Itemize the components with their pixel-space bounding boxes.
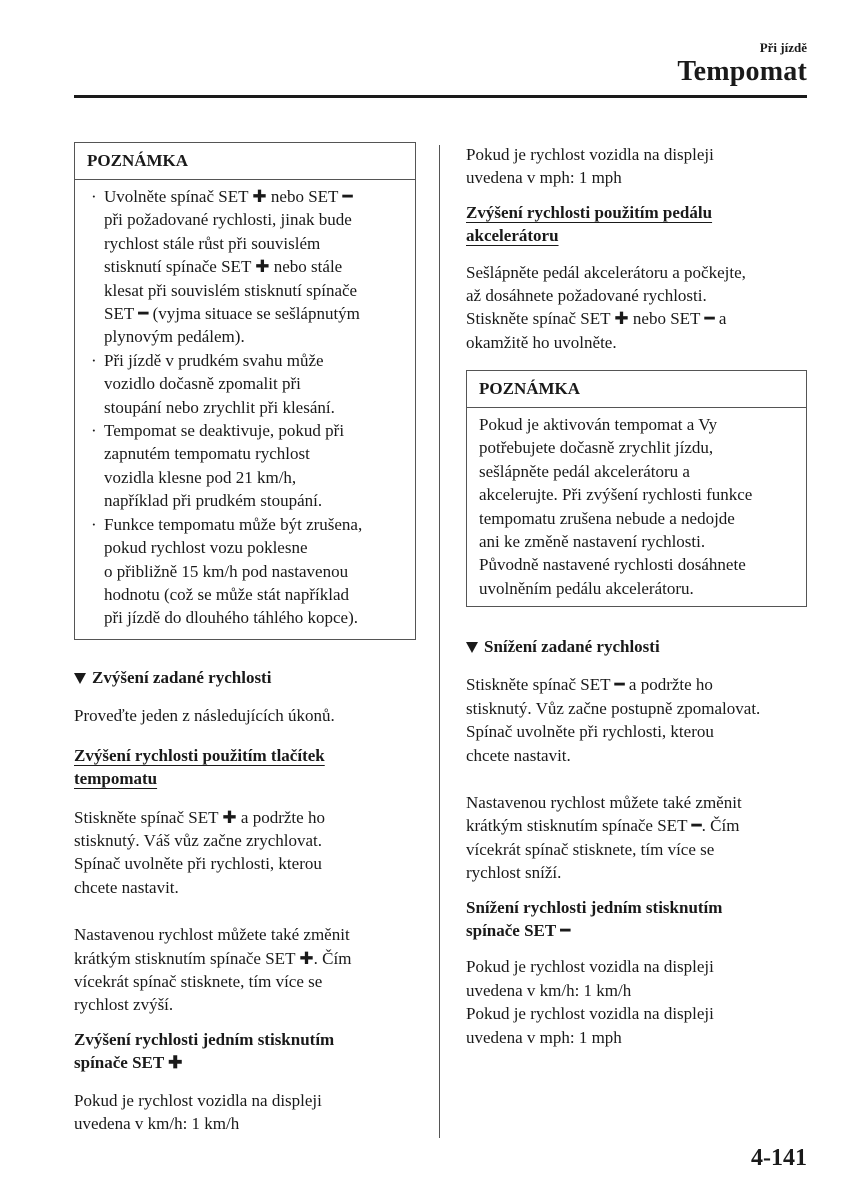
intro-text: Proveďte jeden z následujících úkonů. [74, 706, 335, 726]
page-title: Tempomat [677, 56, 807, 87]
note-line: ani ke změně nastavení rychlosti. [479, 532, 706, 552]
note-line: hodnotu (což se může stát například [104, 584, 350, 604]
text-line: Nastavenou rychlost můžete také změnit [74, 925, 350, 945]
text-line: stisknutý. Váš vůz začne zrychlovat. [74, 831, 323, 851]
paragraph [466, 673, 811, 767]
note-box-1 [74, 142, 416, 640]
note-line: Pokud je aktivován tempomat a Vy [479, 415, 718, 434]
note-bullet: · Uvolněte spínač SET ✚ nebo SET ━ při požadované rychlosti, jinak bude rychlost stále růst při souvislém stisknutí spínače SET ✚ nebo stále klesat při souvislém stisknutí spínače SET ━ (vyjma situace se sešlápnutým plynovým pedálem). [87, 185, 403, 349]
paragraph [74, 923, 419, 1017]
subheading-line: spínače SET ✚ [74, 1053, 183, 1073]
text-line: rychlost sníží. [466, 863, 562, 883]
note-line: vozidlo dočasně zpomalit při [104, 374, 301, 394]
subheading-line: Zvýšení rychlosti použitím pedálu [466, 202, 713, 222]
subheading-line: Zvýšení rychlosti jedním stisknutím [74, 1029, 335, 1049]
text-line: uvedena v mph: 1 mph [466, 168, 622, 188]
text-line: Sešlápněte pedál akcelerátoru a počkejte, [466, 262, 746, 282]
right-column-top [466, 143, 811, 354]
text-line: chcete nastavit. [466, 745, 571, 765]
subheading-line: Snížení rychlosti jedním stisknutím [466, 897, 723, 917]
paragraph [74, 1089, 419, 1136]
subheading [74, 744, 325, 767]
note-body [467, 408, 806, 606]
subheading [466, 224, 559, 247]
note-line: pokud rychlost vozu poklesne [104, 538, 308, 558]
note-line: SET ━ (vyjma situace se sešlápnutým [104, 304, 360, 324]
note-line: tempomatu zrušena nebude a nedojde [479, 508, 735, 528]
text-line: stisknutý. Vůz začne postupně zpomalovat. [466, 698, 761, 718]
paragraph [466, 955, 811, 1049]
text-line: uvedena v km/h: 1 km/h [466, 980, 632, 1000]
note-line: sešlápněte pedál akcelerátoru a [479, 461, 690, 481]
note-line: Uvolněte spínač SET ✚ nebo SET ━ [104, 187, 353, 206]
section-heading [466, 635, 811, 658]
note-bullet: · Při jízdě v prudkém svahu může vozidlo dočasně zpomalit při stoupání nebo zrychlit při klesání. [87, 349, 403, 419]
note-line: plynovým pedálem). [104, 327, 245, 347]
paragraph [74, 806, 419, 900]
note-title: POZNÁMKA [75, 143, 415, 180]
subheading-line: akcelerátoru [466, 226, 559, 246]
note-line: při jízdě do dlouhého táhlého kopce). [104, 608, 358, 628]
subheading [74, 767, 157, 790]
text-line: Pokud je rychlost vozidla na displeji [466, 145, 714, 164]
subheading-line: tempomatu [74, 769, 158, 789]
subheading [466, 201, 712, 224]
note-line: stisknutí spínače SET ✚ nebo stále [104, 257, 343, 277]
note-line: Při jízdě v prudkém svahu může [104, 350, 324, 370]
text-line: krátkým stisknutím spínače SET ━. Čím [466, 816, 740, 836]
section-title: Při jízdě [759, 40, 807, 55]
text-line: Pokud je rychlost vozidla na displeji [466, 1004, 714, 1024]
triangle-marker-icon [466, 642, 478, 653]
section-heading-label: Snížení zadané rychlosti [484, 637, 660, 656]
text-line: Stiskněte spínač SET ✚ nebo SET ━ a [466, 309, 727, 329]
paragraph [466, 261, 811, 355]
text-line: krátkým stisknutím spínače SET ✚. Čím [74, 948, 352, 968]
note-line: zapnutém tempomatu rychlost [104, 444, 310, 464]
text-line: uvedena v km/h: 1 km/h [74, 1114, 240, 1134]
subheading-line: spínače SET ━ [466, 921, 571, 941]
note-line: klesat při souvislém stisknutí spínače [104, 280, 358, 300]
text-line: chcete nastavit. [74, 877, 179, 897]
text-line: Nastavenou rychlost můžete také změnit [466, 793, 742, 813]
section-heading-label: Zvýšení zadané rychlosti [92, 668, 272, 687]
page-number: 4-141 [751, 1145, 807, 1171]
text-line: uvedena v mph: 1 mph [466, 1027, 622, 1047]
header-rule [74, 95, 807, 98]
text-line: vícekrát spínač stisknete, tím více se [466, 839, 715, 859]
text-line: Spínač uvolněte při rychlosti, kterou [466, 722, 714, 742]
section-heading [74, 666, 419, 689]
note-line: akcelerujte. Při zvýšení rychlosti funkce [479, 485, 753, 505]
text-line: až dosáhnete požadované rychlosti. [466, 286, 707, 306]
text-line: Stiskněte spínač SET ✚ a podržte ho [74, 807, 325, 827]
text-line: Pokud je rychlost vozidla na displeji [74, 1090, 322, 1110]
note-line: Funkce tempomatu může být zrušena, [104, 514, 363, 534]
subheading [74, 1028, 419, 1075]
subheading [466, 896, 811, 943]
note-line: stoupání nebo zrychlit při klesání. [104, 397, 335, 417]
note-line: rychlost stále růst při souvislém [104, 233, 321, 253]
note-line: například při prudkém stoupání. [104, 491, 323, 511]
paragraph [466, 791, 811, 885]
note-bullet: · Funkce tempomatu může být zrušena, pokud rychlost vozu poklesne o přibližně 15 km/h pod nastavenou hodnotu (což se může stát například při jízdě do dlouhého táhlého kopce). [87, 513, 403, 630]
note-line: potřebujete dočasně zrychlit jízdu, [479, 438, 714, 458]
text-line: Pokud je rychlost vozidla na displeji [466, 957, 714, 977]
text-line: vícekrát spínač stisknete, tím více se [74, 972, 323, 992]
triangle-marker-icon [74, 673, 86, 684]
text-line: rychlost zvýší. [74, 995, 174, 1015]
paragraph [466, 143, 811, 190]
note-line: při požadované rychlosti, jinak bude [104, 210, 352, 230]
note-bullet: · Tempomat se deaktivuje, pokud při zapnutém tempomatu rychlost vozidla klesne pod 21 km/h, například při prudkém stoupání. [87, 419, 403, 513]
text-line: Stiskněte spínač SET ━ a podržte ho [466, 675, 713, 695]
note-box-2 [466, 370, 807, 607]
left-column-content [74, 666, 419, 1136]
text-line: Spínač uvolněte při rychlosti, kterou [74, 854, 322, 874]
text-line: okamžitě ho uvolněte. [466, 332, 617, 352]
note-line: Tempomat se deaktivuje, pokud při [104, 421, 345, 441]
right-column-bottom [466, 635, 811, 1049]
note-line: Původně nastavené rychlosti dosáhnete [479, 555, 746, 575]
note-line: vozidla klesne pod 21 km/h, [104, 467, 297, 487]
column-divider [439, 145, 440, 1138]
note-line: o přibližně 15 km/h pod nastavenou [104, 561, 349, 581]
note-line: uvolněním pedálu akcelerátoru. [479, 578, 694, 598]
note-body [75, 180, 415, 636]
note-title: POZNÁMKA [467, 371, 806, 408]
subheading-line: Zvýšení rychlosti použitím tlačítek [74, 745, 325, 765]
